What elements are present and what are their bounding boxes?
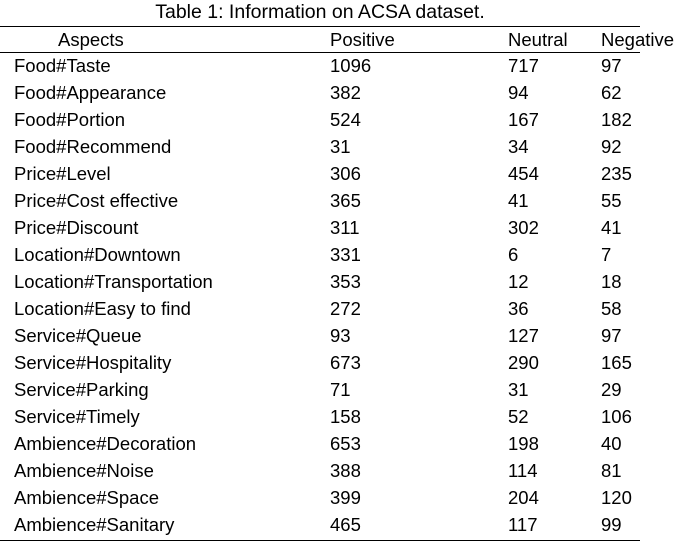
positive-cell: 1096 bbox=[330, 55, 372, 76]
table-row bbox=[0, 79, 698, 106]
aspect-cell: Ambience#Sanitary bbox=[14, 514, 175, 535]
positive-cell: 71 bbox=[330, 379, 351, 400]
positive-cell: 524 bbox=[330, 109, 361, 130]
table-row bbox=[0, 295, 698, 322]
positive-cell: 272 bbox=[330, 298, 361, 319]
neutral-cell: 36 bbox=[508, 298, 529, 319]
neutral-cell: 34 bbox=[508, 136, 529, 157]
aspect-cell: Location#Downtown bbox=[14, 244, 181, 265]
table-row bbox=[0, 106, 698, 133]
aspect-cell: Ambience#Decoration bbox=[14, 433, 197, 454]
positive-cell: 365 bbox=[330, 190, 361, 211]
table-row bbox=[0, 376, 698, 403]
aspect-cell: Food#Taste bbox=[14, 55, 111, 76]
negative-cell: 55 bbox=[601, 190, 622, 211]
bottom-rule bbox=[0, 540, 640, 541]
positive-cell: 673 bbox=[330, 352, 361, 373]
column-header-negative: Negative bbox=[601, 29, 675, 50]
negative-cell: 18 bbox=[601, 271, 622, 292]
positive-cell: 382 bbox=[330, 82, 361, 103]
negative-cell: 58 bbox=[601, 298, 622, 319]
aspect-cell: Service#Timely bbox=[14, 406, 140, 427]
neutral-cell: 94 bbox=[508, 82, 529, 103]
table-row bbox=[0, 160, 698, 187]
positive-cell: 653 bbox=[330, 433, 361, 454]
aspect-cell: Location#Easy to find bbox=[14, 298, 191, 319]
aspect-cell: Food#Recommend bbox=[14, 136, 172, 157]
negative-cell: 97 bbox=[601, 55, 622, 76]
neutral-cell: 6 bbox=[508, 244, 519, 265]
negative-cell: 97 bbox=[601, 325, 622, 346]
neutral-cell: 31 bbox=[508, 379, 529, 400]
neutral-cell: 127 bbox=[508, 325, 539, 346]
negative-cell: 62 bbox=[601, 82, 622, 103]
table-row bbox=[0, 511, 698, 538]
table-row bbox=[0, 322, 698, 349]
aspect-cell: Food#Appearance bbox=[14, 82, 167, 103]
column-header-aspects: Aspects bbox=[58, 29, 124, 50]
table-row bbox=[0, 484, 698, 511]
table-row bbox=[0, 52, 698, 79]
aspect-cell: Price#Discount bbox=[14, 217, 139, 238]
negative-cell: 165 bbox=[601, 352, 632, 373]
negative-cell: 182 bbox=[601, 109, 632, 130]
table-row bbox=[0, 457, 698, 484]
positive-cell: 388 bbox=[330, 460, 361, 481]
neutral-cell: 117 bbox=[508, 514, 538, 535]
positive-cell: 353 bbox=[330, 271, 361, 292]
positive-cell: 331 bbox=[330, 244, 361, 265]
neutral-cell: 454 bbox=[508, 163, 539, 184]
neutral-cell: 52 bbox=[508, 406, 529, 427]
aspect-cell: Ambience#Noise bbox=[14, 460, 154, 481]
acsa-table bbox=[0, 27, 698, 538]
aspect-cell: Location#Transportation bbox=[14, 271, 213, 292]
column-header-positive: Positive bbox=[330, 29, 395, 50]
table-row bbox=[0, 214, 698, 241]
positive-cell: 93 bbox=[330, 325, 351, 346]
aspect-cell: Ambience#Space bbox=[14, 487, 160, 508]
table-caption: Table 1: Information on ACSA dataset. bbox=[155, 1, 485, 23]
table-row bbox=[0, 268, 698, 295]
negative-cell: 235 bbox=[601, 163, 632, 184]
positive-cell: 158 bbox=[330, 406, 361, 427]
table-row bbox=[0, 349, 698, 376]
neutral-cell: 717 bbox=[508, 55, 539, 76]
positive-cell: 399 bbox=[330, 487, 361, 508]
aspect-cell: Food#Portion bbox=[14, 109, 126, 130]
table-row bbox=[0, 187, 698, 214]
neutral-cell: 114 bbox=[508, 460, 538, 481]
neutral-cell: 198 bbox=[508, 433, 539, 454]
table-row bbox=[0, 133, 698, 160]
positive-cell: 311 bbox=[330, 217, 360, 238]
table-row bbox=[0, 403, 698, 430]
negative-cell: 81 bbox=[601, 460, 622, 481]
positive-cell: 465 bbox=[330, 514, 361, 535]
aspect-cell: Service#Queue bbox=[14, 325, 142, 346]
aspect-cell: Price#Cost effective bbox=[14, 190, 179, 211]
column-header-neutral: Neutral bbox=[508, 29, 568, 50]
neutral-cell: 12 bbox=[508, 271, 529, 292]
negative-cell: 7 bbox=[601, 244, 612, 265]
negative-cell: 99 bbox=[601, 514, 622, 535]
table-body bbox=[0, 52, 698, 538]
negative-cell: 92 bbox=[601, 136, 622, 157]
neutral-cell: 41 bbox=[508, 190, 529, 211]
positive-cell: 306 bbox=[330, 163, 361, 184]
neutral-cell: 204 bbox=[508, 487, 539, 508]
neutral-cell: 302 bbox=[508, 217, 539, 238]
positive-cell: 31 bbox=[330, 136, 351, 157]
negative-cell: 106 bbox=[601, 406, 632, 427]
aspect-cell: Price#Level bbox=[14, 163, 111, 184]
table-row bbox=[0, 430, 698, 457]
negative-cell: 40 bbox=[601, 433, 622, 454]
header-row bbox=[0, 27, 698, 52]
neutral-cell: 167 bbox=[508, 109, 539, 130]
table-row bbox=[0, 241, 698, 268]
aspect-cell: Service#Hospitality bbox=[14, 352, 172, 373]
negative-cell: 41 bbox=[601, 217, 622, 238]
negative-cell: 120 bbox=[601, 487, 632, 508]
negative-cell: 29 bbox=[601, 379, 622, 400]
aspect-cell: Service#Parking bbox=[14, 379, 149, 400]
neutral-cell: 290 bbox=[508, 352, 539, 373]
